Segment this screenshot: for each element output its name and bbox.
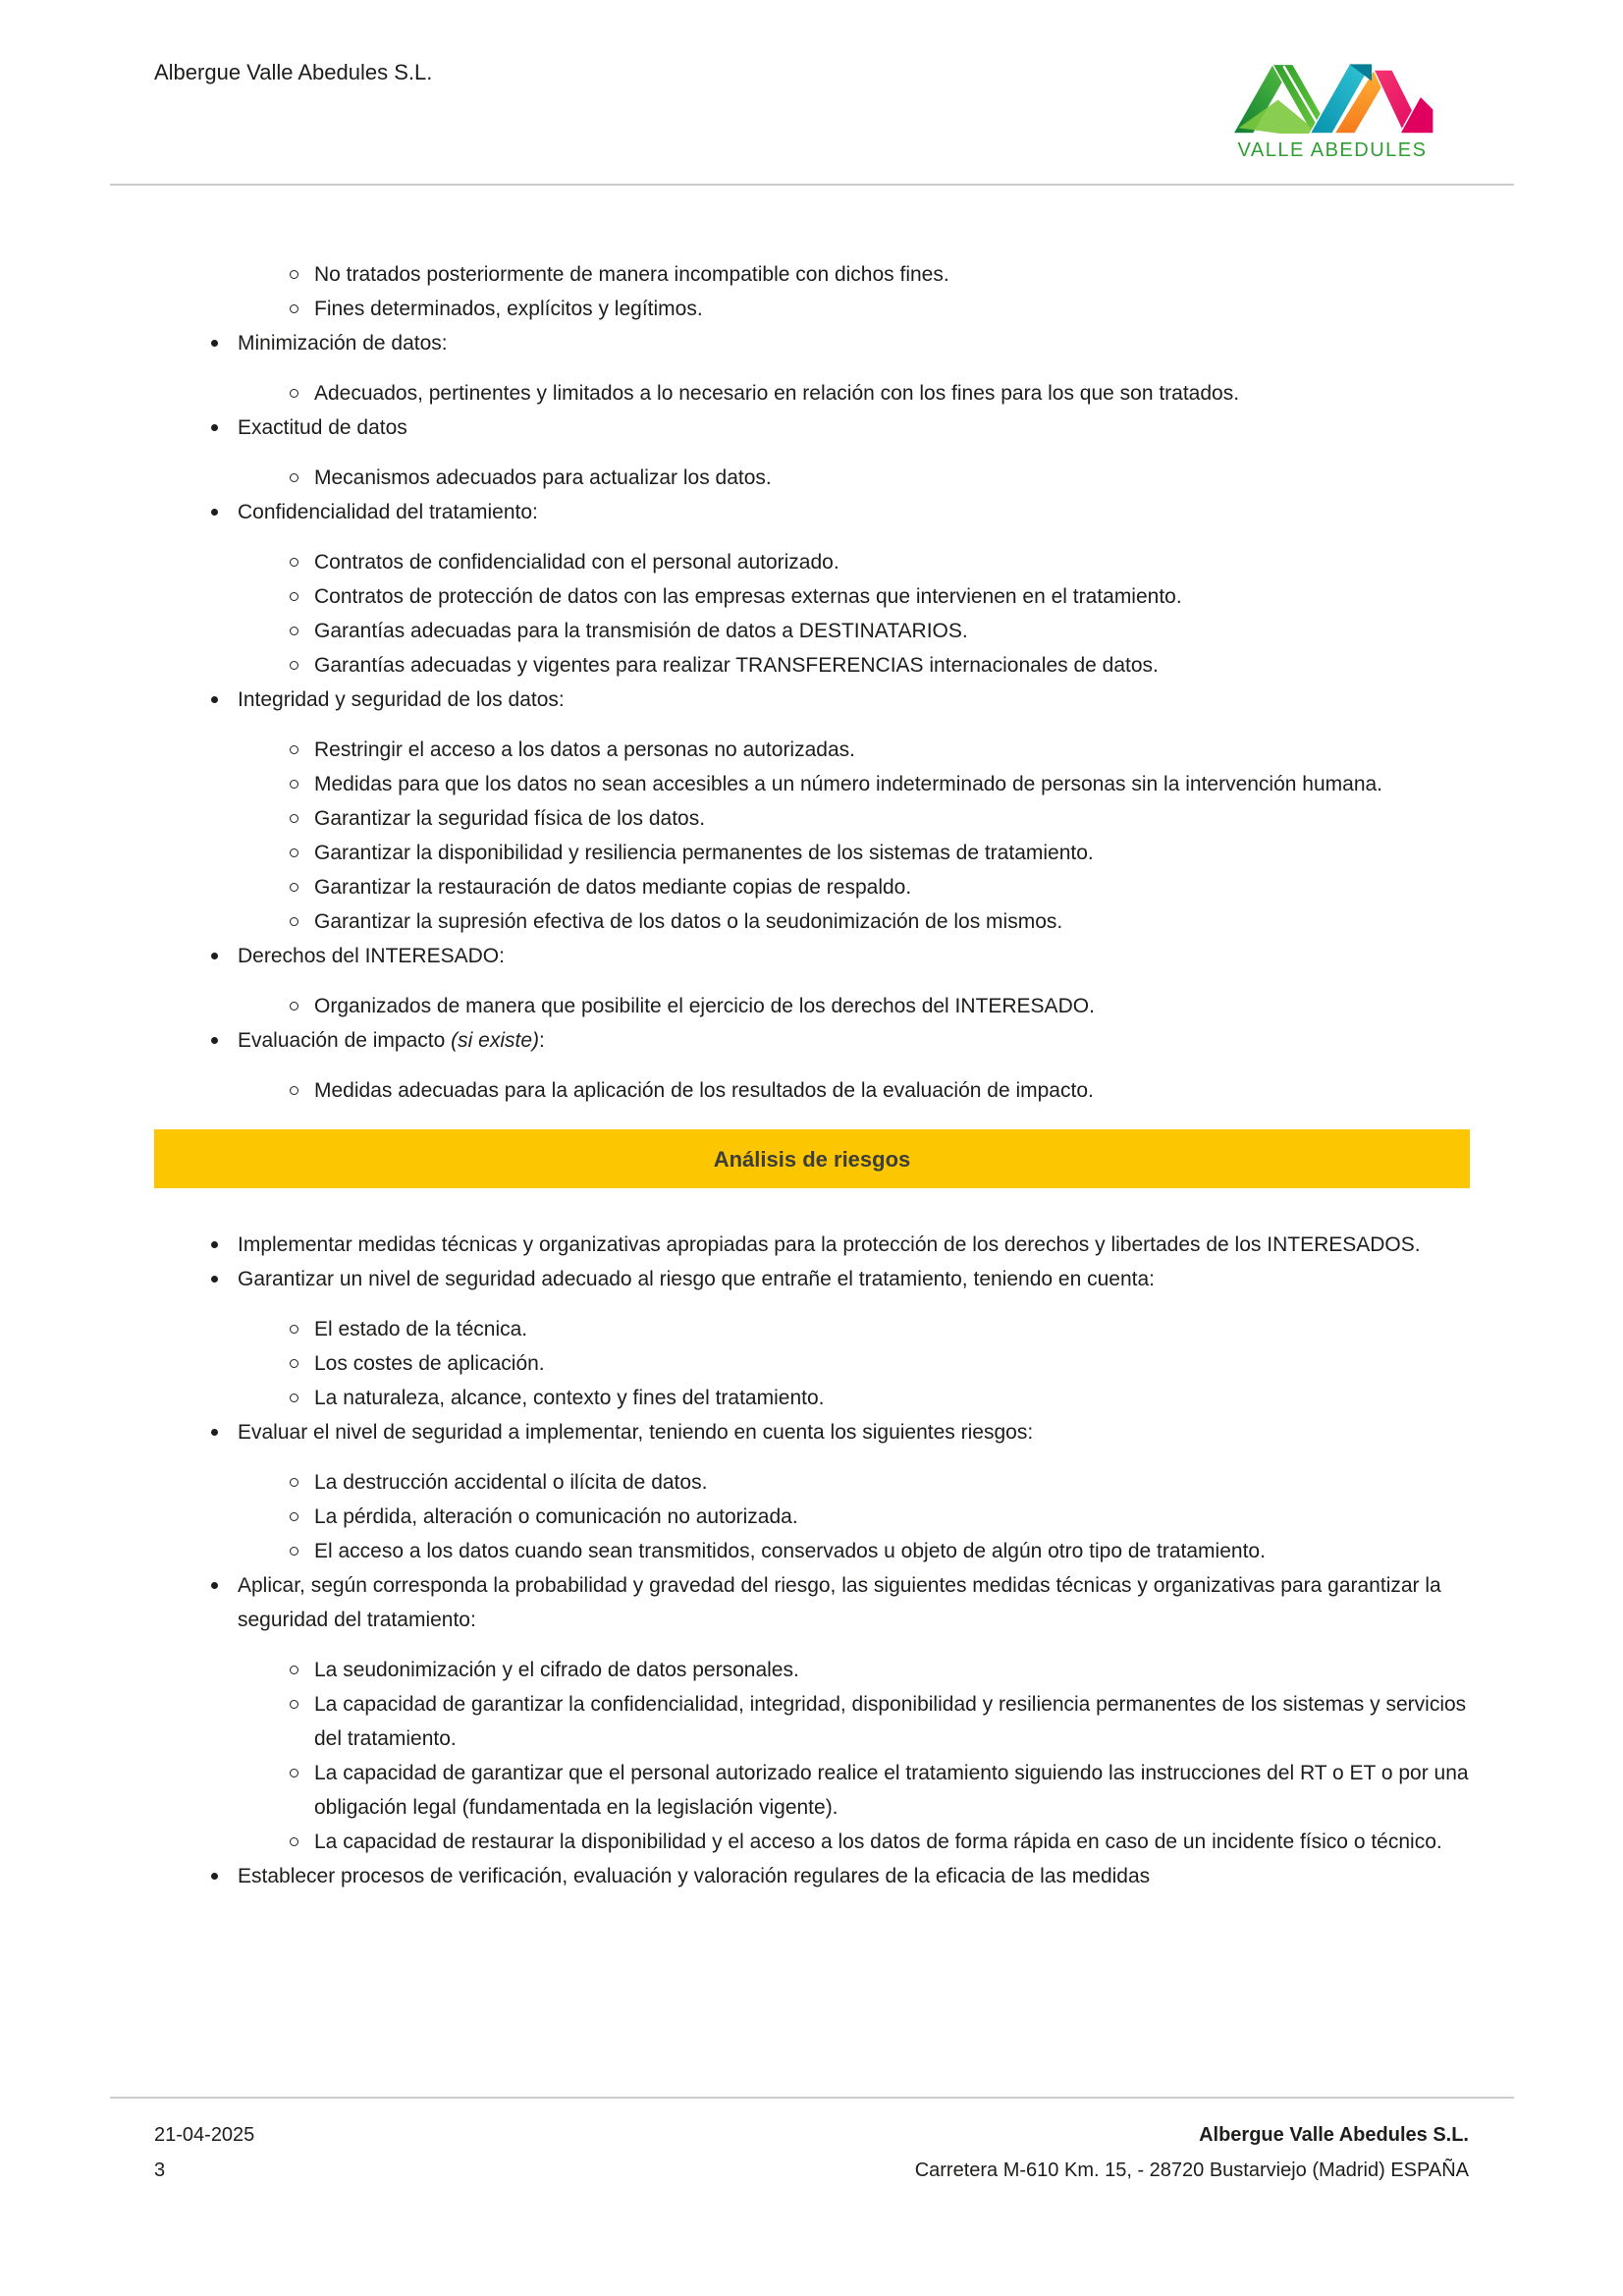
list-item-text: Medidas para que los datos no sean accesibles a un número indeterminado de personas sin la intervención humana. <box>314 773 1383 795</box>
list-item-text: La pérdida, alteración o comunicación no autorizada. <box>314 1505 798 1528</box>
list-item-text: La destrucción accidental o ilícita de datos. <box>314 1471 708 1494</box>
document-body <box>154 257 1470 1893</box>
list-item <box>154 989 1470 1023</box>
list-item <box>154 1262 1470 1296</box>
list-item-text: Garantizar la seguridad física de los datos. <box>314 807 706 830</box>
bullet-circle-icon <box>290 1394 298 1402</box>
bullet-disc-icon <box>211 1873 218 1880</box>
list-item-text: Exactitud de datos <box>238 416 407 439</box>
list-bottom <box>154 1228 1470 1893</box>
bullet-circle-icon <box>290 1478 298 1487</box>
list-item-text: Derechos del INTERESADO: <box>238 945 505 967</box>
bullet-circle-icon <box>290 473 298 482</box>
bullet-circle-icon <box>290 1769 298 1777</box>
list-item-text: Garantías adecuadas y vigentes para realizar TRANSFERENCIAS internacionales de datos. <box>314 654 1159 677</box>
list-item-text: Evaluar el nivel de seguridad a implementar, teniendo en cuenta los siguientes riesgos: <box>238 1421 1034 1444</box>
footer-right <box>915 2117 1469 2188</box>
list-item-text: Garantías adecuadas para la transmisión de datos a DESTINATARIOS. <box>314 620 968 642</box>
bullet-disc-icon <box>211 340 218 347</box>
bullet-disc-icon <box>211 1429 218 1436</box>
list-item-text: Confidencialidad del tratamiento: <box>238 501 538 523</box>
list-item-text: La capacidad de restaurar la disponibilidad y el acceso a los datos de forma rápida en caso de un incidente físico o técnico. <box>314 1831 1442 1853</box>
list-item <box>154 579 1470 614</box>
list-item <box>154 1756 1470 1825</box>
list-item-text: Los costes de aplicación. <box>314 1352 545 1375</box>
list-item <box>154 1415 1470 1449</box>
list-item-text: Garantizar la supresión efectiva de los datos o la seudonimización de los mismos. <box>314 910 1063 933</box>
list-item-text: Establecer procesos de verificación, evaluación y valoración regulares de la eficacia de las medidas <box>238 1865 1151 1887</box>
list-item <box>154 767 1470 801</box>
footer-page-number: 3 <box>154 2159 166 2181</box>
list-item <box>154 614 1470 648</box>
bullet-circle-icon <box>290 1359 298 1368</box>
bullet-circle-icon <box>290 1700 298 1709</box>
list-item <box>154 292 1470 326</box>
bullet-circle-icon <box>290 270 298 279</box>
list-item <box>154 836 1470 870</box>
list-item-text: El acceso a los datos cuando sean transmitidos, conservados u objeto de algún otro tipo de tratamiento. <box>314 1540 1266 1562</box>
list-item <box>154 1023 1470 1058</box>
bullet-circle-icon <box>290 917 298 926</box>
list-item <box>154 733 1470 767</box>
footer-date: 21-04-2025 <box>154 2124 255 2146</box>
list-item <box>154 1653 1470 1687</box>
list-item <box>154 410 1470 445</box>
list-item-text: La naturaleza, alcance, contexto y fines del tratamiento. <box>314 1387 825 1409</box>
bullet-circle-icon <box>290 1512 298 1521</box>
bullet-circle-icon <box>290 627 298 635</box>
list-item-text: Evaluación de impacto (si existe): <box>238 1029 545 1052</box>
list-item-text: La capacidad de garantizar la confidencialidad, integridad, disponibilidad y resiliencia permanentes de los sistemas y servicios del tratamiento. <box>314 1693 1467 1750</box>
list-item-text: Integridad y seguridad de los datos: <box>238 688 565 711</box>
bullet-circle-icon <box>290 661 298 670</box>
list-item <box>154 683 1470 717</box>
list-item <box>154 648 1470 683</box>
list-item-text: Medidas adecuadas para la aplicación de los resultados de la evaluación de impacto. <box>314 1079 1094 1102</box>
bullet-circle-icon <box>290 780 298 789</box>
list-item <box>154 1381 1470 1415</box>
bullet-circle-icon <box>290 1547 298 1556</box>
list-item-text: El estado de la técnica. <box>314 1318 528 1340</box>
company-logo <box>1229 47 1435 162</box>
bullet-disc-icon <box>211 424 218 431</box>
list-item-text: Aplicar, según corresponda la probabilidad y gravedad del riesgo, las siguientes medidas técnicas y organizativas para garantizar la seguridad del tratamiento: <box>238 1574 1441 1631</box>
footer-address: Carretera M-610 Km. 15, - 28720 Bustarviejo (Madrid) ESPAÑA <box>914 2159 1469 2181</box>
list-item <box>154 461 1470 495</box>
footer-left <box>154 2117 254 2188</box>
list-item <box>154 1687 1470 1756</box>
list-item <box>154 801 1470 836</box>
list-item <box>154 939 1470 973</box>
bullet-circle-icon <box>290 745 298 754</box>
footer-divider <box>110 2097 1514 2099</box>
bullet-disc-icon <box>211 1241 218 1248</box>
bullet-circle-icon <box>290 558 298 567</box>
bullet-disc-icon <box>211 696 218 703</box>
bullet-disc-icon <box>211 953 218 959</box>
list-item-text: La capacidad de garantizar que el personal autorizado realice el tratamiento siguiendo las instrucciones del RT o ET o por una obligación legal (fundamentada en la legislación vigente). <box>314 1762 1469 1819</box>
list-item <box>154 1825 1470 1859</box>
list-item <box>154 1346 1470 1381</box>
bullet-circle-icon <box>290 1086 298 1095</box>
mountains-logo-icon <box>1229 47 1435 137</box>
list-top <box>154 257 1470 1108</box>
list-item <box>154 376 1470 410</box>
list-item <box>154 495 1470 529</box>
header-divider <box>110 184 1514 186</box>
list-item <box>154 1465 1470 1500</box>
bullet-disc-icon <box>211 1582 218 1589</box>
list-item <box>154 1534 1470 1568</box>
list-item <box>154 545 1470 579</box>
section-title: Análisis de riesgos <box>713 1146 911 1172</box>
list-item-text: Contratos de protección de datos con las empresas externas que intervienen en el tratamiento. <box>314 585 1182 608</box>
list-item-text: Adecuados, pertinentes y limitados a lo necesario en relación con los fines para los que son tratados. <box>314 382 1240 405</box>
bullet-disc-icon <box>211 509 218 516</box>
list-item <box>154 1312 1470 1346</box>
bullet-circle-icon <box>290 1666 298 1674</box>
list-item <box>154 1859 1470 1893</box>
page-header-company: Albergue Valle Abedules S.L. <box>154 60 433 84</box>
bullet-circle-icon <box>290 883 298 892</box>
list-item-text: Restringir el acceso a los datos a personas no autorizadas. <box>314 738 855 761</box>
list-item <box>154 1228 1470 1262</box>
list-item <box>154 1073 1470 1108</box>
list-item-text: La seudonimización y el cifrado de datos personales. <box>314 1659 799 1681</box>
bullet-circle-icon <box>290 304 298 313</box>
bullet-circle-icon <box>290 848 298 857</box>
list-item-text: Implementar medidas técnicas y organizativas apropiadas para la protección de los derechos y libertades de los INTERESADOS. <box>238 1233 1421 1256</box>
bullet-disc-icon <box>211 1276 218 1283</box>
bullet-circle-icon <box>290 389 298 398</box>
footer-company: Albergue Valle Abedules S.L. <box>1199 2124 1469 2146</box>
bullet-circle-icon <box>290 1002 298 1011</box>
list-item <box>154 904 1470 939</box>
bullet-circle-icon <box>290 592 298 601</box>
list-item <box>154 1568 1470 1637</box>
list-item <box>154 257 1470 292</box>
list-item-text: Organizados de manera que posibilite el ejercicio de los derechos del INTERESADO. <box>314 995 1095 1017</box>
list-item-text: Mecanismos adecuados para actualizar los datos. <box>314 466 772 489</box>
bullet-circle-icon <box>290 1837 298 1846</box>
list-item-text: Fines determinados, explícitos y legítimos. <box>314 298 703 320</box>
section-band <box>154 1129 1470 1188</box>
list-item <box>154 1500 1470 1534</box>
list-item-text: Garantizar la disponibilidad y resiliencia permanentes de los sistemas de tratamiento. <box>314 842 1094 864</box>
list-item <box>154 870 1470 904</box>
list-item-text: Garantizar un nivel de seguridad adecuado al riesgo que entrañe el tratamiento, teniendo en cuenta: <box>238 1268 1155 1290</box>
list-item-text: Minimización de datos: <box>238 332 448 355</box>
bullet-circle-icon <box>290 814 298 823</box>
list-item-text: Garantizar la restauración de datos mediante copias de respaldo. <box>314 876 912 899</box>
logo-wordmark: VALLE ABEDULES <box>1237 139 1428 161</box>
list-item <box>154 326 1470 360</box>
list-item-text: No tratados posteriormente de manera incompatible con dichos fines. <box>314 263 949 286</box>
bullet-circle-icon <box>290 1325 298 1334</box>
bullet-disc-icon <box>211 1037 218 1044</box>
list-item-text: Contratos de confidencialidad con el personal autorizado. <box>314 551 839 574</box>
